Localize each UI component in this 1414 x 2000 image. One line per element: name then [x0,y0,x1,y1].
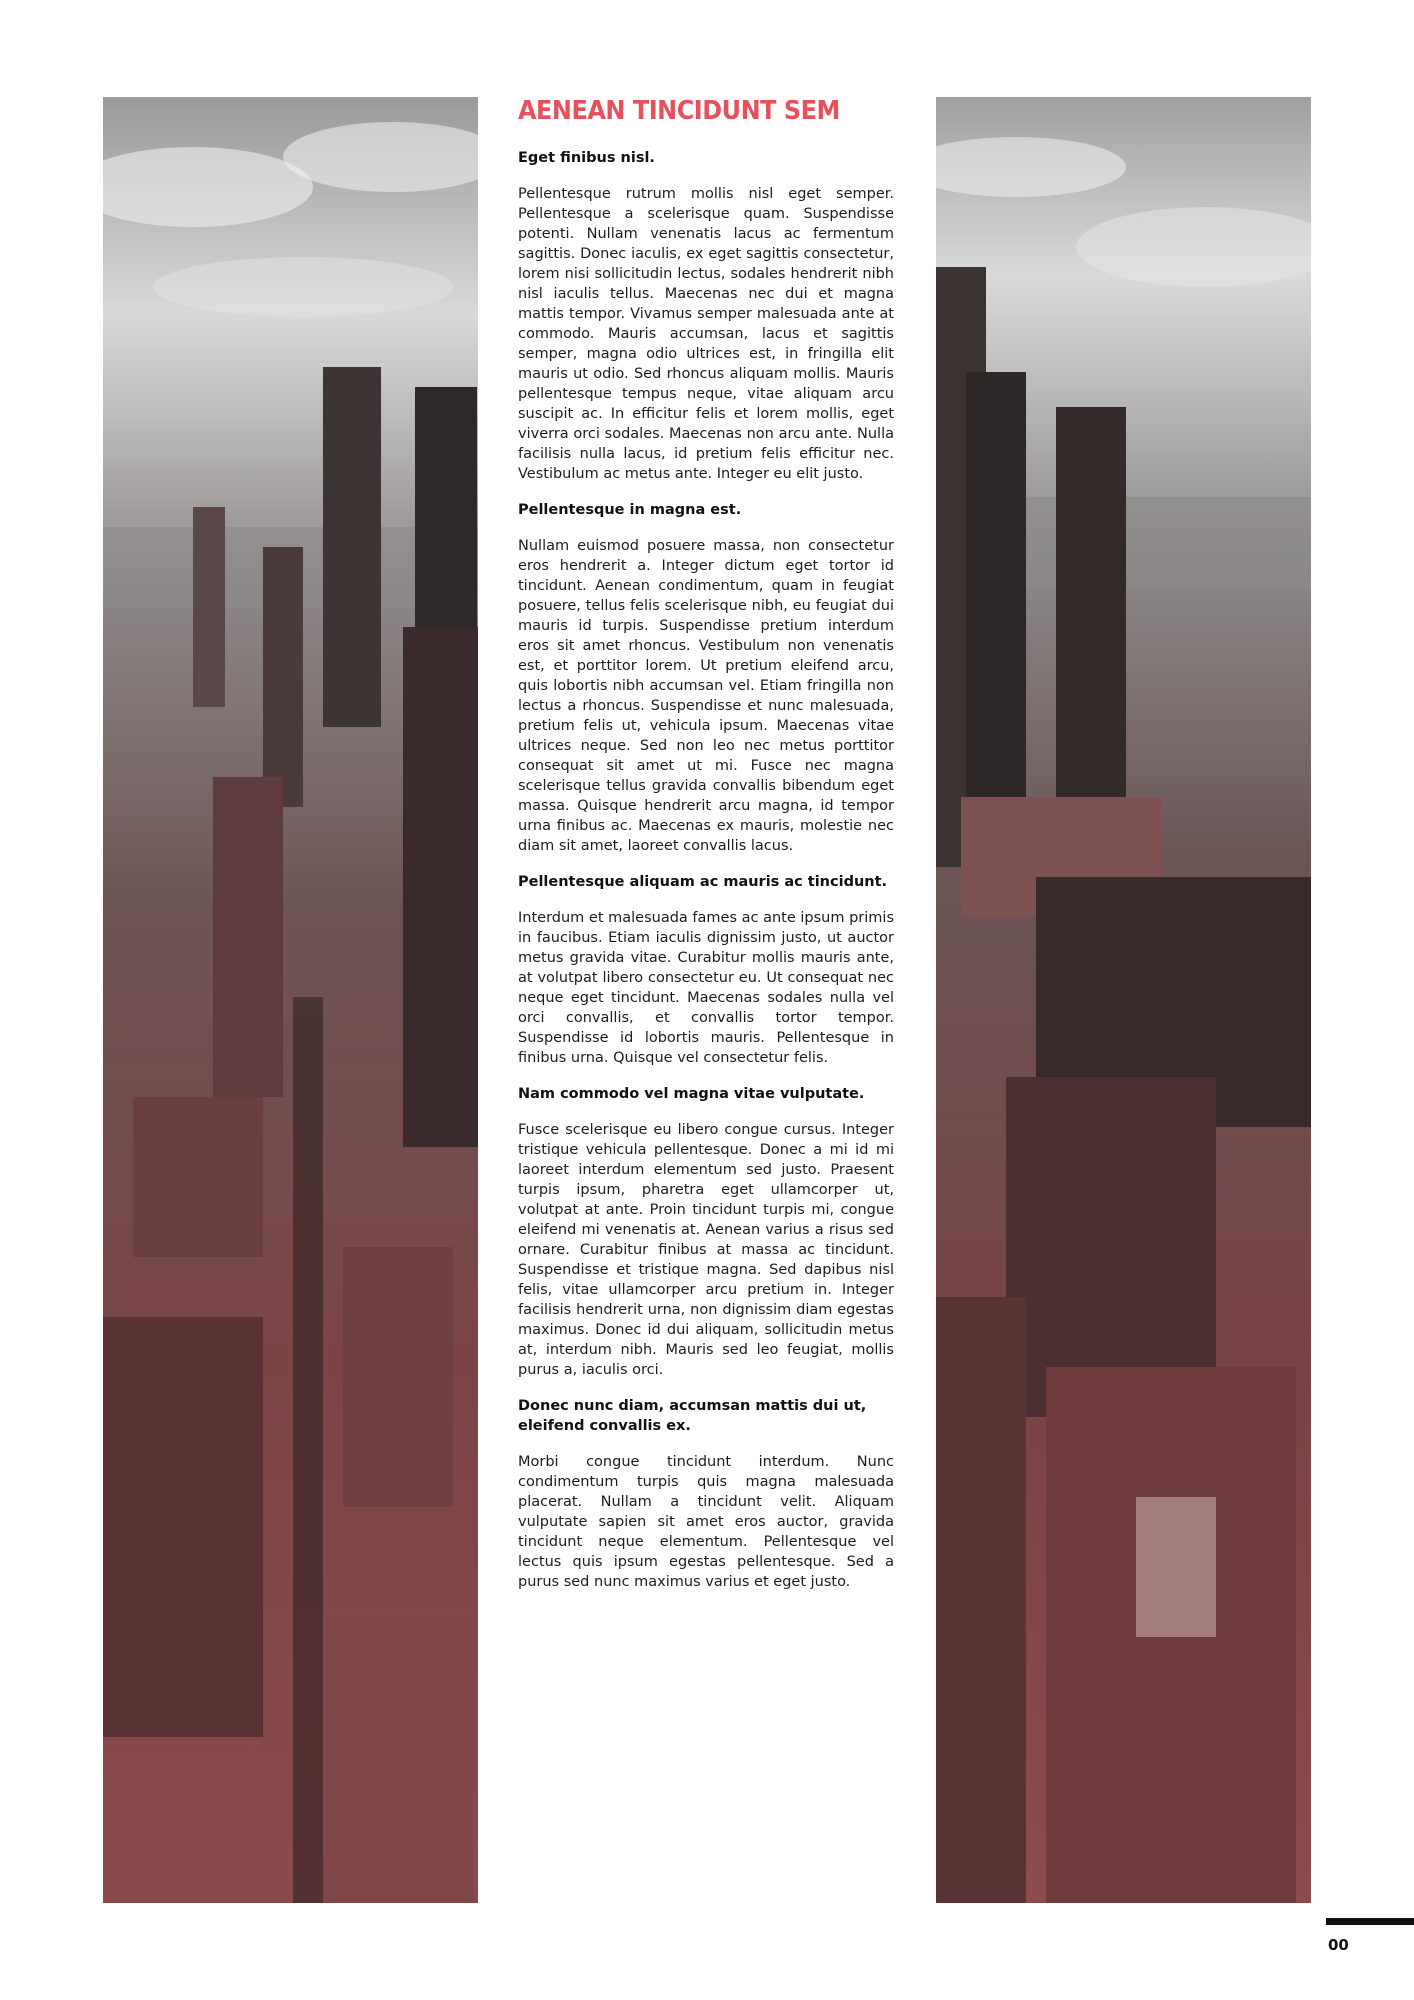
section-4 [518,1084,894,1380]
section-body: Fusce scelerisque eu libero congue cursus. Integer tristique vehicula pellentesque. Donec a mi id mi laoreet interdum elementum sed justo. Praesent turpis ipsum, pharetra eget ullamcorper ut, volutpat at ante. Proin tincidunt turpis mi, congue eleifend mi venenatis at. Aenean varius a risus sed ornare. Curabitur finibus at massa ac tincidunt. Suspendisse et tristique magna. Sed dapibus nisl felis, vitae ullamcorper arcu pretium in. Integer facilisis hendrerit urna, non dignissim diam egestas maximus. Donec id dui aliquam, sollicitudin metus at, interdum nibh. Mauris sed leo feugiat, mollis purus a, iaculis orci. [518,1122,894,1378]
section-5 [518,1396,894,1592]
city-photo-right [936,97,1311,1903]
section-3 [518,872,894,1068]
section-heading: Donec nunc diam, accumsan mattis dui ut, eleifend convallis ex. [518,1398,867,1434]
section-1 [518,148,894,484]
section-body: Interdum et malesuada fames ac ante ipsum primis in faucibus. Etiam iaculis dignissim justo, ut auctor metus gravida vitae. Curabitur mollis mauris ante, at volutpat libero consectetur eu. Ut consequat nec neque eget tincidunt. Maecenas sodales nulla vel orci convallis, et convallis tortor tempor. Suspendisse id lobortis mauris. Pellentesque in finibus urna. Quisque vel consectetur felis. [518,910,894,1066]
page-number: 00 [1328,1936,1349,1954]
section-body: Nullam euismod posuere massa, non consectetur eros hendrerit a. Integer dictum eget tortor id tincidunt. Aenean condimentum, quam in feugiat posuere, tellus felis scelerisque nibh, eu feugiat dui mauris id turpis. Suspendisse pretium interdum eros sit amet rhoncus. Vestibulum non venenatis est, et porttitor lorem. Ut pretium eleifend arcu, quis lobortis nibh accumsan vel. Etiam fringilla non lectus a rhoncus. Suspendisse et nunc malesuada, pretium felis ut, vehicula ipsum. Maecenas vitae ultrices neque. Sed non leo nec metus porttitor consequat sit amet ut mi. Fusce nec magna scelerisque tellus gravida convallis bibendum eget massa. Quisque hendrerit arcu magna, id tempor urna finibus ac. Maecenas ex mauris, molestie nec diam sit amet, laoreet convallis lacus. [518,538,894,854]
section-heading: Eget finibus nisl. [518,150,655,166]
section-body: Pellentesque rutrum mollis nisl eget semper. Pellentesque a scelerisque quam. Suspendisse potenti. Nullam venenatis lacus ac fermentum sagittis. Donec iaculis, ex eget sagittis consectetur, lorem nisi sollicitudin lectus, sodales hendrerit nibh nisl iaculis tellus. Maecenas nec dui et magna mattis tempor. Vivamus semper malesuada ante at commodo. Mauris accumsan, lacus et sagittis semper, magna odio ultrices est, in fringilla elit mauris ut odio. Sed rhoncus aliquam mollis. Mauris pellentesque tempus neque, vitae aliquam arcu suscipit ac. In efficitur felis et lorem mollis, eget viverra orci sodales. Maecenas non arcu ante. Nulla facilisis nulla lacus, id pretium felis efficitur nec. Vestibulum ac metus ante. Integer eu elit justo. [518,186,894,482]
article [518,96,894,1608]
section-heading: Pellentesque in magna est. [518,502,742,518]
section-body: Morbi congue tincidunt interdum. Nunc condimentum turpis quis magna malesuada placerat. Nullam a tincidunt velit. Aliquam vulputate sapien sit amet eros auctor, gravida tincidunt neque elementum. Pellentesque vel lectus quis ipsum egestas pellentesque. Sed a purus sed nunc maximus varius et eget justo. [518,1454,894,1590]
page-number-rule [1326,1918,1414,1925]
city-photo-left [103,97,478,1903]
section-heading: Nam commodo vel magna vitae vulputate. [518,1086,865,1102]
section-heading: Pellentesque aliquam ac mauris ac tincidunt. [518,874,888,890]
article-title: AENEAN TINCIDUNT SEM [518,96,840,126]
section-2 [518,500,894,856]
